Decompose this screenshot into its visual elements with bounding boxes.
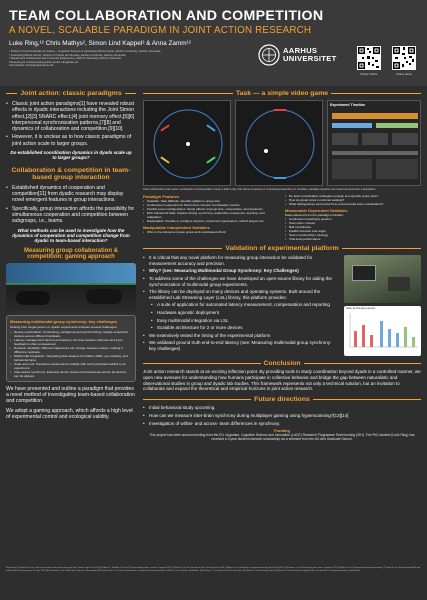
list-item: • Team membership / strategy bbox=[285, 233, 421, 237]
paradigm-heading: Paradigm Features bbox=[143, 194, 180, 200]
manipulable-list bbox=[143, 230, 279, 234]
validation-list bbox=[143, 255, 339, 300]
bullet-list bbox=[6, 185, 136, 225]
challenges-list bbox=[10, 330, 132, 378]
challenges-panel bbox=[6, 315, 136, 382]
poster-subtitle: A NOVEL, SCALABLE PARADIGM IN JOINT ACTION RESEARCH bbox=[9, 25, 312, 36]
panel-intro: Scaling from single-person or dyadic experiments includes several challenges: bbox=[10, 324, 118, 329]
list-item: • Expandable: Flexible to configure physics, experiment parameters, add AI players etc. bbox=[143, 219, 279, 223]
list-item: • Paddle direction and angle bbox=[285, 229, 421, 233]
poster-header bbox=[0, 0, 427, 86]
list-item: • Continuous measurement: Moment-to-moment coordination metrics bbox=[143, 203, 279, 207]
list-item: • The library can be deployed on many devices and operating systems. Built around the established Lab Streaming Layer (LSL) library, this platform provides: bbox=[143, 289, 339, 300]
measurable-heading: Measurable Dependent Variables bbox=[285, 208, 348, 214]
affiliations bbox=[9, 50, 269, 68]
qr-code-icon[interactable] bbox=[357, 46, 381, 70]
list-item: • Easy multimodal integration via LSL bbox=[151, 318, 339, 324]
list-item: • To address some of the challenges we have developed an open-source library for aiding the synchronization of multimodal group experiments. bbox=[143, 276, 339, 287]
seal-icon bbox=[258, 44, 280, 66]
section-heading: Joint action: classic paradigms bbox=[6, 90, 136, 97]
list-item: • How can we measure inter-brain synchrony during multiplayer gaming using hyperscanning?[13][14] bbox=[143, 413, 421, 419]
section-heading: Collaboration & competition in team-based group interaction bbox=[11, 166, 131, 181]
references: References: [1] Sebanz N. et al. Joint action: bodies and minds moving together. Trends Cogn Sci 2006. [2] Sebanz N., Knoblich G., Prinz W. Representing others' actions. Cognition 2003. [3] Dolk T. et al. The joint Simon effect. Front Psychol 2014. [4] Atmaca S. et al. Action co-representation. Exp Brain Res 2008. [5] Eskenazi T. et al. Memory in joint action. Cognition 2013. [6] Elekes F. et al. Shared memory representation. [7] Zamm A. et al. Synchronizing MIDI and wireless EEG measurements. Sci Rep 2018. [8] Konvalinka I. et al. Follow you, follow me. Neuroimage 2010. [9] Decety J. et al. Neural mechanisms of cooperation and competition. [10] Tsai J. et al. Dyadic coordination. [11] Mathys C. et al. Hierarchical Gaussian filter. [12] Kothe C. Lab Streaming Layer. [13] Hasson U. Brain-to-brain coupling. [14] Czeszumski A. et al. Hyperscanning: a valid method. bbox=[6, 567, 421, 572]
list-item: • Why? (see: Measuring Multimodal Group Synchrony: Key Challenges) bbox=[143, 268, 339, 274]
list-item: • Scalable architecture for 2 or more devices bbox=[151, 325, 339, 331]
list-item: • However, it is unclear as to how classic paradigms of joint action scale to larger groups. bbox=[6, 134, 136, 147]
panel-title: Measuring multimodal group synchrony: key challenges bbox=[10, 318, 118, 324]
section-heading: Future directions bbox=[143, 396, 421, 403]
list-item: • We validated ground truth end-to-end latency (see: Measuring multimodal group synchrony: key challenges) bbox=[143, 340, 339, 351]
right-column bbox=[143, 90, 421, 442]
affiliation-line: ³ Department of Electrical and Computer Engineering, Aarhus University, Aarhus, Denmark bbox=[9, 56, 122, 60]
gaming-photo bbox=[6, 263, 136, 311]
list-item: • Who is the reference (same group and coordinated effort) bbox=[143, 230, 279, 234]
affiliation-line: ² Interacting Minds Centre, School of Culture and Society, Aarhus University, Aarhus, Denmark bbox=[9, 52, 126, 57]
qr-caption: Poster Online bbox=[360, 72, 378, 76]
list-item: • What distinguishes successful from unsuccessful team coordination? bbox=[285, 202, 421, 206]
list-item: • A suite of application for automated latency measurement, compensation and reporting bbox=[151, 302, 339, 308]
section-heading: Task — a simple video game bbox=[143, 90, 421, 97]
list-item: • Scale and cost: Hardware requirements multiply with each participant added to an experiment. bbox=[10, 362, 132, 370]
list-item: • Established dynamics of cooperation and competition[11] from dyadic research may display novel emergent features in group interactions. bbox=[6, 185, 136, 204]
list-item: • Continuous hand/input position bbox=[285, 217, 421, 221]
game-screenshot bbox=[235, 100, 323, 186]
research-question: Do established coordination dynamics in dyads scale up to larger groups? bbox=[10, 150, 132, 161]
section-heading: Validation of experimental platform bbox=[143, 245, 421, 252]
list-item: • Dynamic variability: Different trajectories can change between setups, making it difficult to replicate. bbox=[10, 346, 132, 354]
validation-results-list bbox=[143, 333, 339, 352]
list-item: • Rich behavioral data: Capture timing, synchrony, leadership emergence, learning, and adaptation bbox=[143, 211, 279, 219]
list-item: • Hardware agnostic deployment bbox=[151, 310, 339, 316]
future-list bbox=[143, 405, 421, 426]
affiliation-line: Lab website: interactingminds.au.dk bbox=[9, 63, 54, 67]
list-item: • Investigation of within- and across- team differences in synchrony. bbox=[143, 421, 421, 427]
list-item: • How do group sizes in minimal settings? bbox=[285, 198, 421, 202]
section-heading: Measuring group collaboration & competition: gaming approach bbox=[23, 247, 118, 260]
list-item: • Ball coordinates bbox=[285, 225, 421, 229]
poster-title: TEAM COLLABORATION AND COMPETITION bbox=[9, 8, 324, 24]
funding-heading: Funding bbox=[274, 428, 290, 434]
chart-label: Data: Exchanging reports bbox=[346, 307, 376, 311]
university-logo bbox=[258, 44, 348, 72]
funding-text: This project has been sourced funding from the EU Lingoriam, Cognitive Science and Innovation (LACE) Research Programme Seed funding (ISH). The PhD student (Luke Ring) has received a 3-year student research scholarship via a selected from the AU Arts Graduate School. bbox=[149, 433, 415, 442]
paragraph: We have presented and outline a paradigm that provides a novel method of investigating team-based collaboration and competition. bbox=[6, 385, 135, 405]
research-question: What methods can be used to investigate how the dynamics of cooperation and competition change from dyadic to team-based interaction? bbox=[12, 227, 130, 244]
list-item: • Classic joint action paradigms[1] have revealed robust effects in dyadic interactions including the Joint Simon effect,[2][3] SNARC effect,[4] joint memory effect,[5][6] interpersonal synchronization patterns,[7][8] and dynamics of collaboration and competition.[9][10] bbox=[6, 101, 136, 132]
list-item: • We extensively tested the timing of the experimental platform bbox=[143, 333, 339, 339]
list-item: • Multimodal integration: Integrating data streams from EEG, EMG, eye tracking, and behavioral input. bbox=[10, 354, 132, 362]
validation-figures bbox=[344, 255, 421, 356]
paragraph: We adopt a gaming approach, which affords a high level of experimental control and ecological validity. bbox=[6, 407, 133, 421]
list-item: • Inter-device synchrony: Ensuring device clocks and timestamps across all devices can be aligned. bbox=[10, 370, 132, 378]
task-figure bbox=[143, 100, 421, 186]
affiliation-line: ¹ School of Communication & Culture – Cognitive Science & Interacting Minds Center, Aarhus University, Aarhus, Denmark bbox=[9, 49, 161, 53]
author-list: Luke Ring,¹² Chris Mathys², Simon Lind Kappel³ & Anna Zamm¹² bbox=[9, 40, 191, 47]
list-item: • Flexible team configurations: Study effects of group size, composition, and dynamics bbox=[143, 207, 279, 211]
latency-chart bbox=[344, 306, 421, 356]
paradigm-list bbox=[143, 199, 279, 223]
list-item: • Initial behavioral study upcoming. bbox=[143, 405, 421, 411]
qr-code-icon[interactable] bbox=[392, 46, 416, 70]
left-column bbox=[6, 90, 136, 420]
list-item: • Team wins / losses bbox=[285, 221, 421, 225]
figure-caption: Team collaborative video game: participants control paddles to keep a ball in play, with teams competing or cooperating depending on condition; paradigm dynamics are tested via parameter manipulation. bbox=[143, 188, 377, 191]
list-item: • Device coordination: Connecting, configuring and synchronizing multiple acquisition devices across different hardware. bbox=[10, 330, 132, 338]
list-item: • Do team coordination strategies emerge at a specific group size? bbox=[285, 194, 421, 198]
list-item: • Specifically, group interaction affords the possibility for simultaneous cooperation and competition between subgroups, i.e., teams. bbox=[6, 206, 136, 225]
measurable-intro: Data collected from the paradigm includes: bbox=[285, 213, 344, 218]
qr-caption: Online demo bbox=[396, 72, 412, 76]
features-block bbox=[143, 194, 421, 241]
measurable-list bbox=[285, 217, 421, 241]
list-item: • Trial-level performance bbox=[285, 237, 421, 241]
game-screenshot bbox=[143, 100, 231, 186]
conclusion-text: Joint action research stands at an exciting inflection point. By providing tools to study coordination beyond dyads in a controlled manner, we open new avenues for understanding how humans participate in collective behavior and bridge the gap between naturalistic and observational studies in group and dyadic lab studies. This framework represents not only a technical solution, but an invitation to collaborate and expand the theoretical and empirical horizons in joint action research. bbox=[143, 369, 421, 392]
list-item: • It is critical that any novel platform for measuring group interaction be validated for measurement accuracy and precision. bbox=[143, 255, 339, 266]
research-questions-list bbox=[285, 194, 421, 206]
affiliation-line: Presenting & corresponding author email: luke@luke.art bbox=[9, 59, 79, 64]
timeline-title: Experiment Timeline bbox=[330, 103, 366, 107]
lab-photo bbox=[344, 255, 421, 303]
list-item: • Latency management: End-to-end latency: the time between stimulus and input feedback is often unmeasured. bbox=[10, 338, 132, 346]
experiment-timeline bbox=[327, 100, 421, 186]
bullet-list bbox=[6, 101, 136, 147]
validation-block bbox=[143, 255, 421, 356]
university-name: AARHUS UNIVERSITET bbox=[283, 46, 337, 64]
platform-features-list bbox=[151, 302, 339, 330]
section-heading: Conclusion bbox=[143, 360, 421, 367]
manipulable-heading: Manipulable Independent Variables bbox=[143, 225, 210, 231]
list-item: • Scalable: Task difficulty naturally adapts to group size bbox=[143, 199, 279, 203]
